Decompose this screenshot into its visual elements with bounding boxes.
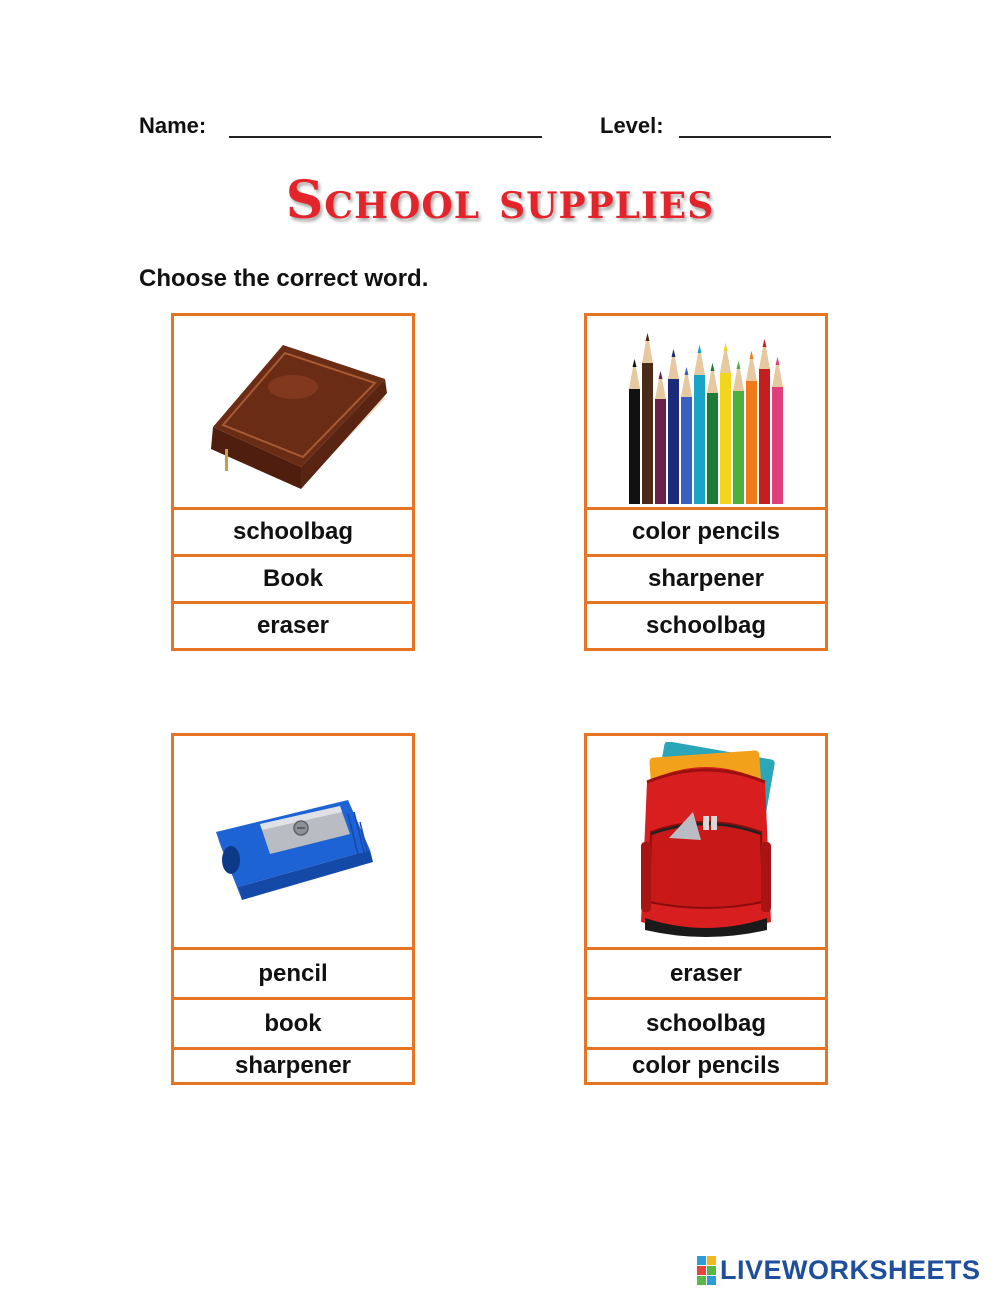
- level-field[interactable]: [679, 136, 831, 138]
- question-card-book: [171, 313, 415, 651]
- question-card-color-pencils: [584, 313, 828, 651]
- page-title: School supplies: [285, 170, 715, 231]
- answer-option[interactable]: schoolbag: [174, 510, 412, 557]
- name-label: Name:: [139, 113, 207, 138]
- answer-option[interactable]: eraser: [587, 950, 825, 1000]
- answer-option[interactable]: pencil: [174, 950, 412, 1000]
- answer-option[interactable]: book: [174, 1000, 412, 1050]
- answer-option[interactable]: color pencils: [587, 510, 825, 557]
- sharpener-picture: [174, 736, 412, 950]
- color-pencils-picture: [587, 316, 825, 510]
- logo-text: LIVEWORKSHEETS: [720, 1255, 981, 1285]
- liveworksheets-logo[interactable]: [697, 1255, 981, 1286]
- instruction-text: Choose the correct word.: [139, 265, 429, 292]
- answer-option[interactable]: schoolbag: [587, 1000, 825, 1050]
- liveworksheets-logo-icon: [697, 1256, 716, 1285]
- answer-option[interactable]: color pencils: [631, 1052, 781, 1079]
- answer-option[interactable]: sharpener: [587, 557, 825, 604]
- color-pencils-icon: [621, 319, 791, 504]
- answer-option[interactable]: Book: [174, 557, 412, 604]
- schoolbag-picture: [587, 736, 825, 950]
- sharpener-icon: [198, 762, 388, 922]
- answer-option[interactable]: sharpener: [234, 1052, 352, 1079]
- question-card-sharpener: [171, 733, 415, 1085]
- answer-option[interactable]: schoolbag: [645, 612, 766, 639]
- book-picture: [174, 316, 412, 510]
- schoolbag-icon: [611, 742, 801, 942]
- book-icon: [193, 327, 393, 497]
- name-field[interactable]: [229, 136, 542, 138]
- answer-option[interactable]: eraser: [256, 612, 330, 639]
- question-card-schoolbag: [584, 733, 828, 1085]
- level-label: Level:: [600, 113, 664, 138]
